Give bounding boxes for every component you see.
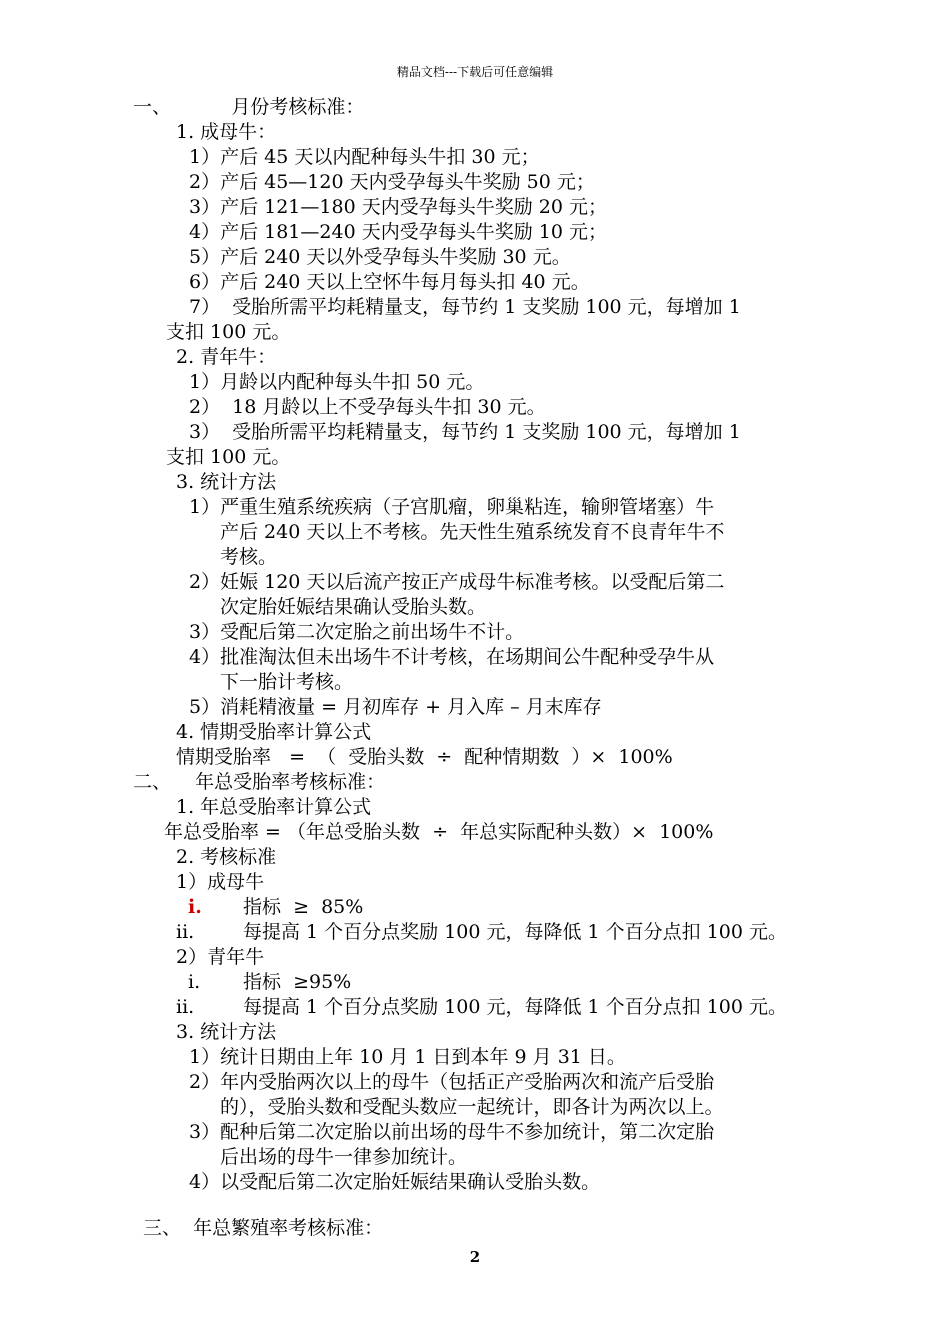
list-item: 3） 受胎所需平均耗精量支，每节约 1 支奖励 100 元，每增加 1 <box>189 421 741 443</box>
subsection-heading: 4. 情期受胎率计算公式 <box>176 721 372 743</box>
list-item: 指标 ≥95% <box>243 971 352 993</box>
subsection-heading: 1. 年总受胎率计算公式 <box>176 796 372 818</box>
list-item-continuation: 次定胎妊娠结果确认受胎头数。 <box>220 596 487 618</box>
list-item: 2）产后 45—120 天内受孕每头牛奖励 50 元； <box>189 171 595 193</box>
section-heading: 三、 年总繁殖率考核标准： <box>143 1217 384 1239</box>
subsection-heading: 2. 考核标准 <box>176 846 277 868</box>
list-item: 5）消耗精液量 = 月初库存 + 月入库 – 月末库存 <box>189 696 602 718</box>
list-item: 4）以受配后第二次定胎妊娠结果确认受胎头数。 <box>189 1171 601 1193</box>
subsection-heading: 3. 统计方法 <box>176 1021 277 1043</box>
formula: 情期受胎率 = （ 受胎头数 ÷ 配种情期数 ）× 100% <box>176 746 673 768</box>
list-item: 4）产后 181—240 天内受孕每头牛奖励 10 元； <box>189 221 607 243</box>
subsection-heading: 3. 统计方法 <box>176 471 277 493</box>
list-item-continuation: 考核。 <box>220 546 278 568</box>
list-item: 3）受配后第二次定胎之前出场牛不计。 <box>189 621 525 643</box>
list-item-continuation: 后出场的母牛一律参加统计。 <box>220 1146 468 1168</box>
list-item-continuation: 产后 240 天以上不考核。先天性生殖系统发育不良青年牛不 <box>220 521 725 543</box>
list-item: 1）月龄以内配种每头牛扣 50 元。 <box>189 371 485 393</box>
list-item: 3）配种后第二次定胎以前出场的母牛不参加统计，第二次定胎 <box>189 1121 715 1143</box>
list-item: 1）产后 45 天以内配种每头牛扣 30 元； <box>189 146 540 168</box>
list-item: 每提高 1 个百分点奖励 100 元，每降低 1 个百分点扣 100 元。 <box>243 996 788 1018</box>
roman-numeral-marker: i. <box>188 971 201 993</box>
list-item: 1）统计日期由上年 10 月 1 日到本年 9 月 31 日。 <box>189 1046 626 1068</box>
subsection-heading: 2. 青年牛： <box>176 346 277 368</box>
list-item-continuation: 的），受胎头数和受配头数应一起统计，即各计为两次以上。 <box>220 1096 724 1118</box>
list-item: 指标 ≥ 85% <box>243 896 364 918</box>
list-item: 1）成母牛 <box>176 871 265 893</box>
formula: 年总受胎率 = （年总受胎头数 ÷ 年总实际配种头数）× 100% <box>164 821 714 843</box>
section-heading: 二、 年总受胎率考核标准： <box>133 771 386 793</box>
list-item-continuation: 支扣 100 元。 <box>166 321 291 343</box>
roman-numeral-marker: ii. <box>176 996 195 1018</box>
roman-numeral-marker: i. <box>188 896 202 918</box>
list-item: 3）产后 121—180 天内受孕每头牛奖励 20 元； <box>189 196 607 218</box>
list-item: 每提高 1 个百分点奖励 100 元，每降低 1 个百分点扣 100 元。 <box>243 921 788 943</box>
list-item: 2）妊娠 120 天以后流产按正产成母牛标准考核。以受配后第二 <box>189 571 725 593</box>
list-item: 2） 18 月龄以上不受孕每头牛扣 30 元。 <box>189 396 546 418</box>
roman-numeral-marker: ii. <box>176 921 195 943</box>
list-item: 4）批准淘汰但未出场牛不计考核，在场期间公牛配种受孕牛从 <box>189 646 715 668</box>
list-item: 1）严重生殖系统疾病（子宫肌瘤，卵巢粘连，输卵管堵塞）牛 <box>189 496 715 518</box>
list-item-continuation: 支扣 100 元。 <box>166 446 291 468</box>
list-item: 5）产后 240 天以外受孕每头牛奖励 30 元。 <box>189 246 571 268</box>
subsection-heading: 1. 成母牛： <box>176 121 277 143</box>
list-item-continuation: 下一胎计考核。 <box>220 671 354 693</box>
page-number: 2 <box>469 1248 481 1266</box>
list-item: 2）年内受胎两次以上的母牛（包括正产受胎两次和流产后受胎 <box>189 1071 715 1093</box>
list-item: 6）产后 240 天以上空怀牛每月每头扣 40 元。 <box>189 271 590 293</box>
list-item: 7） 受胎所需平均耗精量支，每节约 1 支奖励 100 元，每增加 1 <box>189 296 741 318</box>
section-heading: 一、 月份考核标准： <box>133 96 365 118</box>
list-item: 2）青年牛 <box>176 946 265 968</box>
page-header: 精品文档---下载后可任意编辑 <box>396 65 554 79</box>
